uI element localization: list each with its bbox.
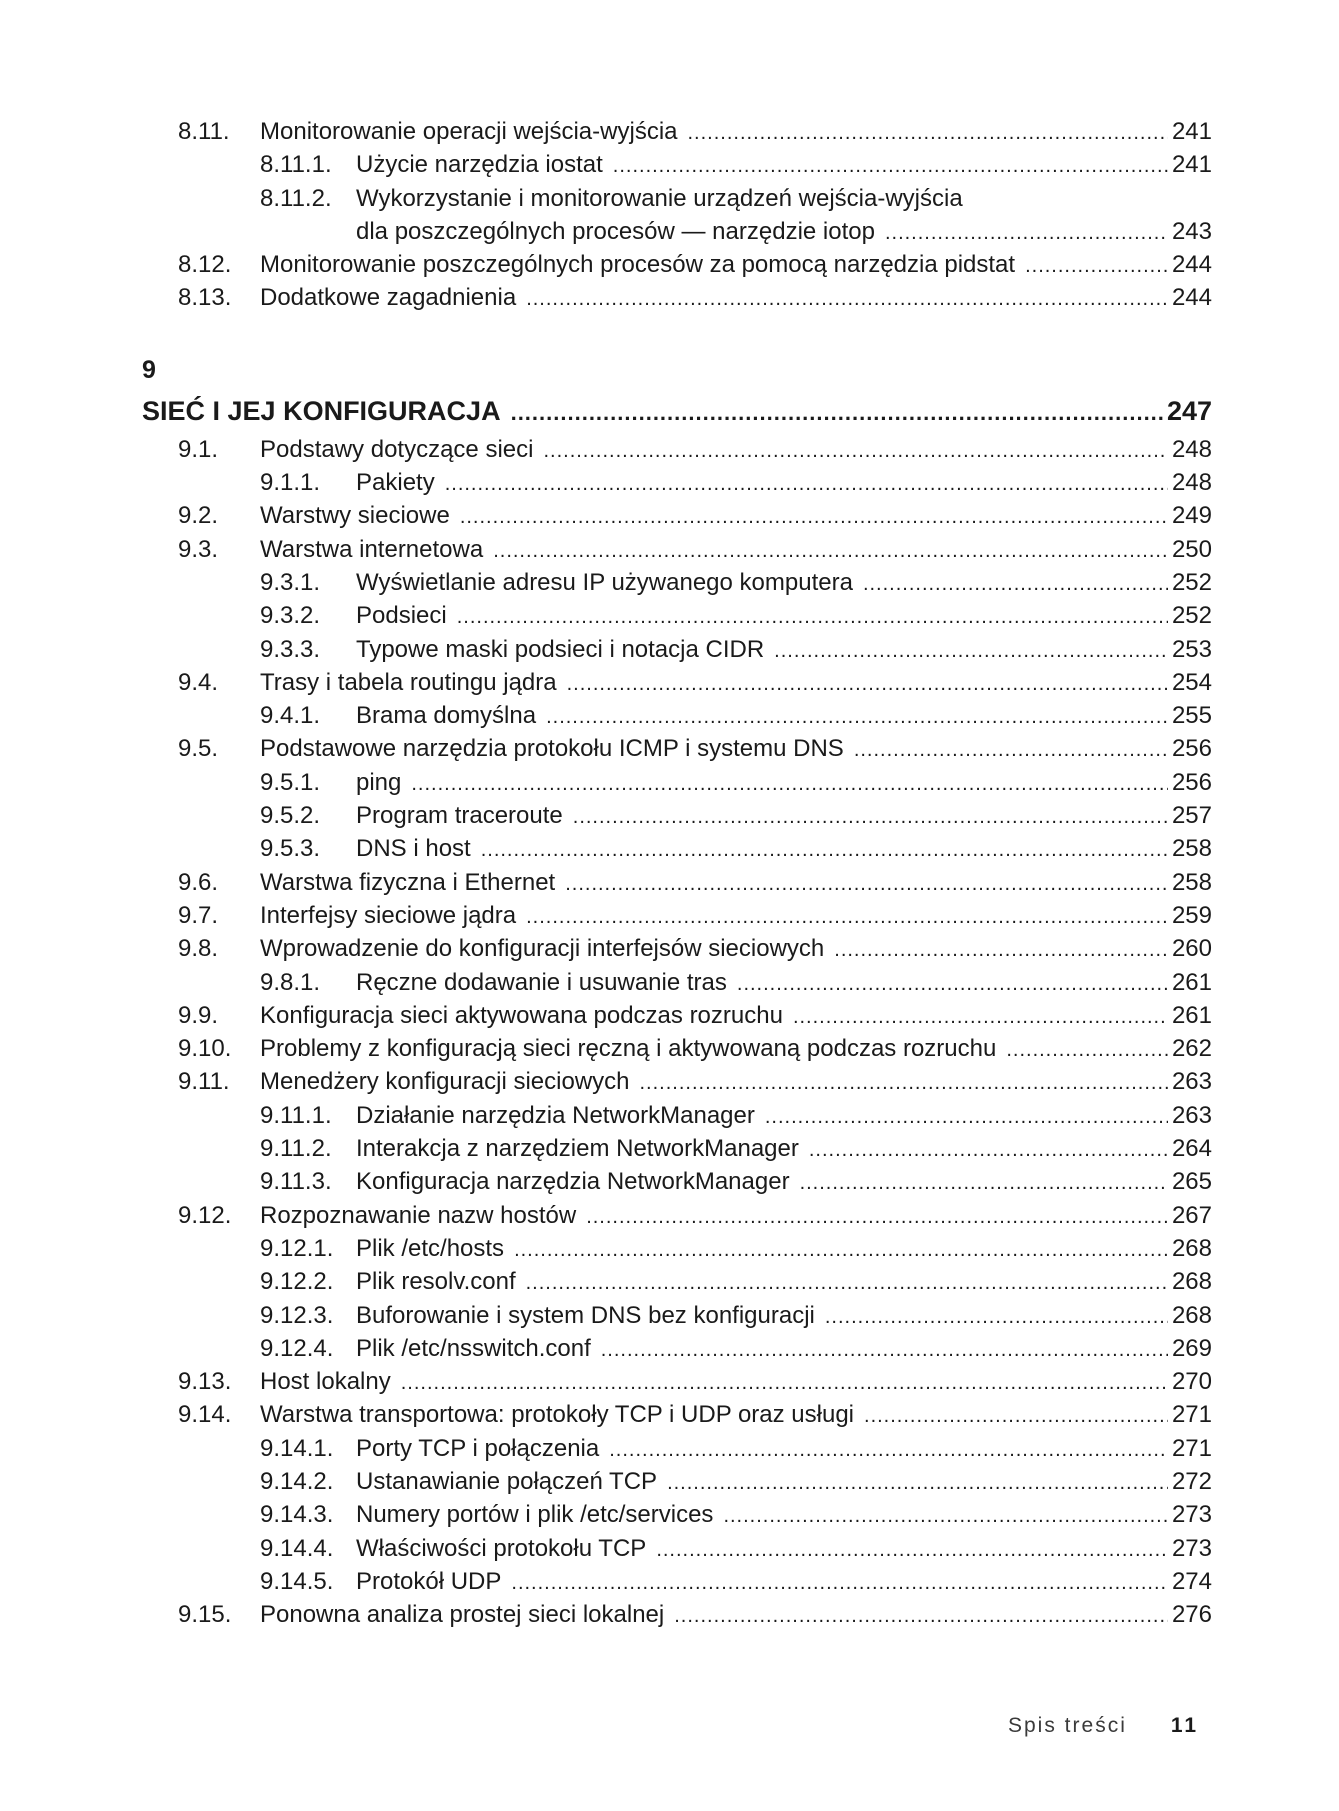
- toc-section-entry: [142, 935, 1212, 968]
- entry-number: 9.1.1.: [260, 469, 321, 497]
- toc-subsection-entry: [142, 469, 1212, 502]
- entry-line: [356, 218, 1212, 246]
- entry-title: Plik /etc/nsswitch.conf: [356, 1334, 591, 1362]
- page-number: 11: [1170, 1714, 1200, 1737]
- entry-title: Rozpoznawanie nazw hostów: [260, 1201, 577, 1229]
- dot-leader: [526, 288, 1168, 311]
- entry-title: Wyświetlanie adresu IP używanego komputera: [356, 568, 853, 596]
- entry-line: [260, 1068, 1212, 1096]
- entry-page-number: 241: [1171, 118, 1212, 145]
- entry-page-number: 261: [1171, 1001, 1212, 1029]
- entry-number: 9.11.1.: [260, 1101, 332, 1129]
- entry-title: Wykorzystanie i monitorowanie urządzeń wejścia-wyjścia: [356, 184, 963, 212]
- dot-leader: [825, 1306, 1168, 1329]
- dot-leader: [765, 1106, 1168, 1129]
- running-footer-label: Spis treści: [1008, 1714, 1127, 1737]
- entry-title: Host lokalny: [260, 1368, 391, 1396]
- entry-line: [260, 251, 1212, 279]
- dot-leader: [793, 1006, 1168, 1029]
- toc-section-entry: [142, 669, 1212, 702]
- entry-line: [356, 1168, 1212, 1196]
- dot-leader: [543, 440, 1167, 463]
- dot-leader: [723, 1505, 1168, 1528]
- entry-line: [260, 869, 1212, 897]
- toc-section-entry: [142, 436, 1212, 469]
- entry-line: [260, 1601, 1212, 1629]
- entry-number: 9.13.: [178, 1368, 232, 1396]
- entry-line: [356, 802, 1212, 830]
- dot-leader: [526, 1272, 1168, 1295]
- entry-title: Ustanawianie połączeń TCP: [356, 1467, 658, 1495]
- entry-line: [260, 284, 1212, 312]
- dot-leader: [1025, 255, 1168, 278]
- dot-leader: [565, 873, 1168, 896]
- toc-subsection-entry: [142, 1535, 1212, 1568]
- dot-leader: [601, 1339, 1168, 1362]
- entry-number: 9.9.: [178, 1001, 219, 1029]
- entry-page-number: 248: [1171, 435, 1212, 463]
- entry-line: [260, 902, 1212, 930]
- entry-title: Wprowadzenie do konfiguracji interfejsów sieciowych: [260, 935, 825, 963]
- entry-page-number: 268: [1171, 1268, 1212, 1296]
- entry-page-number: 252: [1171, 602, 1212, 630]
- entry-page-number: 254: [1171, 668, 1212, 696]
- toc-section-entry: [142, 1068, 1212, 1101]
- entry-page-number: 255: [1171, 702, 1212, 730]
- entry-title: Warstwa transportowa: protokoły TCP i UDP oraz usługi: [260, 1401, 855, 1429]
- toc-subsection-entry: [142, 769, 1212, 802]
- entry-line: [142, 396, 1212, 427]
- dot-leader: [567, 673, 1168, 696]
- toc-subsection-entry: [142, 1468, 1212, 1501]
- entry-title: Plik /etc/hosts: [356, 1234, 505, 1262]
- toc-section-entry: [142, 869, 1212, 902]
- entry-number: 8.11.2.: [260, 184, 332, 212]
- entry-number: 9.8.1.: [260, 968, 321, 996]
- dot-leader: [667, 1472, 1168, 1495]
- entry-line: [356, 151, 1212, 179]
- entry-line: [356, 1468, 1212, 1496]
- entry-title: Monitorowanie poszczególnych procesów za pomocą narzędzia pidstat: [260, 251, 1016, 279]
- entry-line: [356, 769, 1212, 797]
- entry-title: Protokół UDP: [356, 1567, 502, 1595]
- dot-leader: [445, 473, 1168, 496]
- entry-title: Podsieci: [356, 602, 447, 630]
- entry-number: 9.5.1.: [260, 768, 321, 796]
- entry-line: [260, 536, 1212, 564]
- entry-title: Brama domyślna: [356, 702, 537, 730]
- entry-line: [260, 1202, 1212, 1230]
- entry-number: 9.4.: [178, 668, 219, 696]
- entry-page-number: 272: [1171, 1467, 1212, 1495]
- toc-subsection-entry: [142, 1501, 1212, 1534]
- entry-page-number: 256: [1171, 768, 1212, 796]
- page-footer: [1008, 1714, 1199, 1738]
- entry-title: Problemy z konfiguracją sieci ręczną i aktywowaną podczas rozruchu: [260, 1035, 997, 1063]
- entry-page-number: 258: [1171, 835, 1212, 863]
- entry-title: Warstwy sieciowe: [260, 502, 450, 530]
- dot-leader: [457, 606, 1168, 629]
- entry-number: 9.14.3.: [260, 1501, 334, 1529]
- entry-line: [356, 1435, 1212, 1463]
- entry-number: 9.3.3.: [260, 635, 321, 663]
- entry-title: Podstawy dotyczące sieci: [260, 435, 534, 463]
- entry-page-number: 271: [1171, 1401, 1212, 1429]
- dot-leader: [854, 739, 1168, 762]
- toc-subsection-entry: [142, 1168, 1212, 1201]
- entry-title: Typowe maski podsieci i notacja CIDR: [356, 635, 765, 663]
- entry-title: Program traceroute: [356, 802, 563, 830]
- entry-number: 9.14.1.: [260, 1434, 334, 1462]
- entry-number: 8.12.: [178, 251, 232, 279]
- chapter-title: SIEĆ I JEJ KONFIGURACJA: [142, 395, 501, 426]
- entry-number: 9.7.: [178, 901, 219, 929]
- dot-leader: [511, 400, 1163, 426]
- dot-leader: [573, 806, 1168, 829]
- dot-leader: [800, 1172, 1168, 1195]
- entry-line: [356, 1135, 1212, 1163]
- entry-title: Konfiguracja narzędzia NetworkManager: [356, 1168, 790, 1196]
- dot-leader: [864, 1405, 1168, 1428]
- dot-leader: [460, 506, 1168, 529]
- entry-title: Podstawowe narzędzia protokołu ICMP i systemu DNS: [260, 735, 844, 763]
- dot-leader: [411, 773, 1168, 796]
- entry-page-number: 268: [1171, 1234, 1212, 1262]
- entry-number: 9.6.: [178, 868, 219, 896]
- dot-leader: [481, 839, 1168, 862]
- toc-section-entry: [142, 1401, 1212, 1434]
- entry-line: [356, 969, 1212, 997]
- dot-leader: [613, 155, 1168, 178]
- dot-leader: [493, 540, 1168, 563]
- entry-number: 9.5.2.: [260, 802, 321, 830]
- table-of-contents: [142, 118, 1212, 1634]
- entry-page-number: 244: [1171, 251, 1212, 279]
- entry-title: Plik resolv.conf: [356, 1268, 516, 1296]
- toc-section-entry: [142, 536, 1212, 569]
- entry-line: [260, 436, 1212, 464]
- entry-line: [356, 702, 1212, 730]
- toc-subsection-entry: [142, 1235, 1212, 1268]
- entry-page-number: 263: [1171, 1101, 1212, 1129]
- toc-subsection-entry: [142, 151, 1212, 184]
- entry-page-number: 260: [1171, 935, 1212, 963]
- entry-line: [260, 1401, 1212, 1429]
- toc-section-entry: [142, 1368, 1212, 1401]
- toc-subsection-entry: [142, 1268, 1212, 1301]
- entry-number: 9.12.4.: [260, 1334, 334, 1362]
- entry-page-number: 268: [1171, 1301, 1212, 1329]
- entry-number: 9.14.4.: [260, 1534, 334, 1562]
- entry-number: 9.12.2.: [260, 1268, 334, 1296]
- toc-section-entry: [142, 735, 1212, 768]
- entry-title: Interfejsy sieciowe jądra: [260, 901, 517, 929]
- chapter-page-number: 247: [1166, 395, 1212, 426]
- dot-leader: [674, 1605, 1168, 1628]
- toc-subsection-entry: [142, 602, 1212, 635]
- entry-number: 9.5.: [178, 735, 219, 763]
- entry-page-number: 258: [1171, 868, 1212, 896]
- entry-number: 9.10.: [178, 1035, 232, 1063]
- entry-title: Ponowna analiza prostej sieci lokalnej: [260, 1601, 665, 1629]
- entry-number: 9.14.2.: [260, 1467, 334, 1495]
- toc-section-entry: [142, 1601, 1212, 1634]
- entry-title: Numery portów i plik /etc/services: [356, 1501, 714, 1529]
- entry-number: 9.5.3.: [260, 835, 321, 863]
- entry-line: [260, 935, 1212, 963]
- entry-title: DNS i host: [356, 835, 471, 863]
- entry-page-number: 263: [1171, 1068, 1212, 1096]
- dot-leader: [1006, 1039, 1168, 1062]
- entry-line: [356, 469, 1212, 497]
- entry-page-number: 250: [1171, 535, 1212, 563]
- entry-line: [356, 1501, 1212, 1529]
- entry-line: [260, 1035, 1212, 1063]
- toc-section-entry: [142, 1002, 1212, 1035]
- entry-title: Interakcja z narzędziem NetworkManager: [356, 1135, 799, 1163]
- toc-subsection-entry: [142, 802, 1212, 835]
- entry-line: [356, 602, 1212, 630]
- entry-number: 9.12.: [178, 1201, 232, 1229]
- entry-page-number: 265: [1171, 1168, 1212, 1196]
- toc-section-entry: [142, 502, 1212, 535]
- toc-subsection-entry: [142, 1435, 1212, 1468]
- entry-line: [356, 1535, 1212, 1563]
- entry-page-number: 252: [1171, 568, 1212, 596]
- entry-line: [356, 835, 1212, 863]
- entry-title: Porty TCP i połączenia: [356, 1434, 600, 1462]
- toc-subsection-entry: [142, 636, 1212, 669]
- toc-section-entry: [142, 1202, 1212, 1235]
- entry-title: Pakiety: [356, 469, 435, 497]
- entry-number: 9.3.: [178, 535, 219, 563]
- dot-leader: [609, 1439, 1168, 1462]
- toc-subsection-entry: [142, 1302, 1212, 1335]
- entry-page-number: 257: [1171, 802, 1212, 830]
- dot-leader: [688, 122, 1168, 145]
- toc-section-entry: [142, 902, 1212, 935]
- entry-page-number: 248: [1171, 469, 1212, 497]
- entry-number: 9.14.: [178, 1401, 232, 1429]
- entry-title: Dodatkowe zagadnienia: [260, 284, 517, 312]
- entry-title: dla poszczególnych procesów — narzędzie iotop: [356, 217, 875, 245]
- entry-line: [356, 1268, 1212, 1296]
- entry-line: [260, 502, 1212, 530]
- entry-line: [356, 1568, 1212, 1596]
- entry-title: Właściwości protokołu TCP: [356, 1534, 647, 1562]
- entry-title: Trasy i tabela routingu jądra: [260, 668, 557, 696]
- dot-leader: [526, 906, 1168, 929]
- entry-number: 9.4.1.: [260, 702, 321, 730]
- entry-page-number: 264: [1171, 1135, 1212, 1163]
- entry-line: [356, 1102, 1212, 1130]
- entry-page-number: 273: [1171, 1534, 1212, 1562]
- entry-line: [356, 185, 1212, 213]
- dot-leader: [774, 640, 1168, 663]
- entry-line: [356, 1302, 1212, 1330]
- entry-line: [260, 118, 1212, 146]
- chapter-number: 9: [142, 355, 156, 384]
- entry-page-number: 259: [1171, 901, 1212, 929]
- dot-leader: [511, 1572, 1168, 1595]
- dot-leader: [834, 939, 1168, 962]
- entry-number: 9.11.: [178, 1068, 230, 1096]
- entry-page-number: 256: [1171, 735, 1212, 763]
- entry-number: 9.2.: [178, 502, 219, 530]
- dot-leader: [656, 1539, 1168, 1562]
- chapter-heading-entry: [142, 396, 1212, 436]
- entry-page-number: 261: [1171, 968, 1212, 996]
- dot-leader: [546, 706, 1168, 729]
- entry-title: ping: [356, 768, 402, 796]
- entry-page-number: 270: [1171, 1368, 1212, 1396]
- entry-number: 9.12.1.: [260, 1234, 334, 1262]
- dot-leader: [809, 1139, 1168, 1162]
- entry-page-number: 243: [1171, 217, 1212, 245]
- entry-title: Warstwa fizyczna i Ethernet: [260, 868, 556, 896]
- toc-subsection-entry: [142, 969, 1212, 1002]
- entry-line: [356, 569, 1212, 597]
- entry-line: [260, 669, 1212, 697]
- toc-subsection-entry: [142, 1102, 1212, 1135]
- entry-number: 9.11.3.: [260, 1168, 332, 1196]
- entry-number: 9.3.2.: [260, 602, 321, 630]
- entry-page-number: 267: [1171, 1201, 1212, 1229]
- entry-title: Ręczne dodawanie i usuwanie tras: [356, 968, 727, 996]
- entry-title: Monitorowanie operacji wejścia-wyjścia: [260, 118, 678, 145]
- dot-leader: [514, 1239, 1168, 1262]
- toc-subsection-entry: [142, 1568, 1212, 1601]
- toc-subsection-entry: [142, 702, 1212, 735]
- entry-page-number: 273: [1171, 1501, 1212, 1529]
- entry-number: 9.1.: [178, 435, 219, 463]
- entry-line: [356, 636, 1212, 664]
- entry-title: Działanie narzędzia NetworkManager: [356, 1101, 755, 1129]
- dot-leader: [863, 573, 1168, 596]
- entry-title: Konfiguracja sieci aktywowana podczas rozruchu: [260, 1001, 783, 1029]
- entry-number: 9.15.: [178, 1601, 232, 1629]
- entry-page-number: 244: [1171, 284, 1212, 312]
- entry-page-number: 241: [1171, 151, 1212, 179]
- toc-subsection-entry: [142, 1135, 1212, 1168]
- entry-page-number: 276: [1171, 1601, 1212, 1629]
- entry-line: [356, 1235, 1212, 1263]
- toc-section-entry: [142, 1035, 1212, 1068]
- entry-number: 9.14.5.: [260, 1567, 334, 1595]
- dot-leader: [586, 1206, 1168, 1229]
- entry-page-number: 249: [1171, 502, 1212, 530]
- entry-page-number: 262: [1171, 1035, 1212, 1063]
- toc-section-entry: [142, 284, 1212, 317]
- dot-leader: [737, 973, 1168, 996]
- entry-number: 8.11.: [178, 118, 230, 145]
- entry-page-number: 253: [1171, 635, 1212, 663]
- entry-number: 8.11.1.: [260, 151, 332, 179]
- entry-page-number: 274: [1171, 1567, 1212, 1595]
- dot-leader: [885, 222, 1168, 245]
- entry-line: [356, 1335, 1212, 1363]
- toc-subsection-entry: [142, 1335, 1212, 1368]
- entry-number: 8.13.: [178, 284, 232, 312]
- toc-section-entry: [142, 118, 1212, 151]
- entry-line: [260, 1368, 1212, 1396]
- dot-leader: [401, 1372, 1168, 1395]
- entry-page-number: 269: [1171, 1334, 1212, 1362]
- entry-number: 9.11.2.: [260, 1135, 332, 1163]
- entry-number: 9.8.: [178, 935, 219, 963]
- entry-number: 9.12.3.: [260, 1301, 334, 1329]
- entry-title: Buforowanie i system DNS bez konfiguracji: [356, 1301, 815, 1329]
- entry-page-number: 271: [1171, 1434, 1212, 1462]
- entry-number: 9.3.1.: [260, 568, 321, 596]
- entry-line: [260, 1002, 1212, 1030]
- entry-title: Użycie narzędzia iostat: [356, 151, 603, 179]
- toc-subsection-entry: [142, 569, 1212, 602]
- toc-entry-continuation: [142, 218, 1212, 251]
- toc-subsection-entry: [142, 185, 1212, 218]
- entry-title: Menedżery konfiguracji sieciowych: [260, 1068, 630, 1096]
- entry-title: Warstwa internetowa: [260, 535, 484, 563]
- toc-section-entry: [142, 251, 1212, 284]
- entry-line: [260, 735, 1212, 763]
- toc-subsection-entry: [142, 835, 1212, 868]
- dot-leader: [640, 1072, 1168, 1095]
